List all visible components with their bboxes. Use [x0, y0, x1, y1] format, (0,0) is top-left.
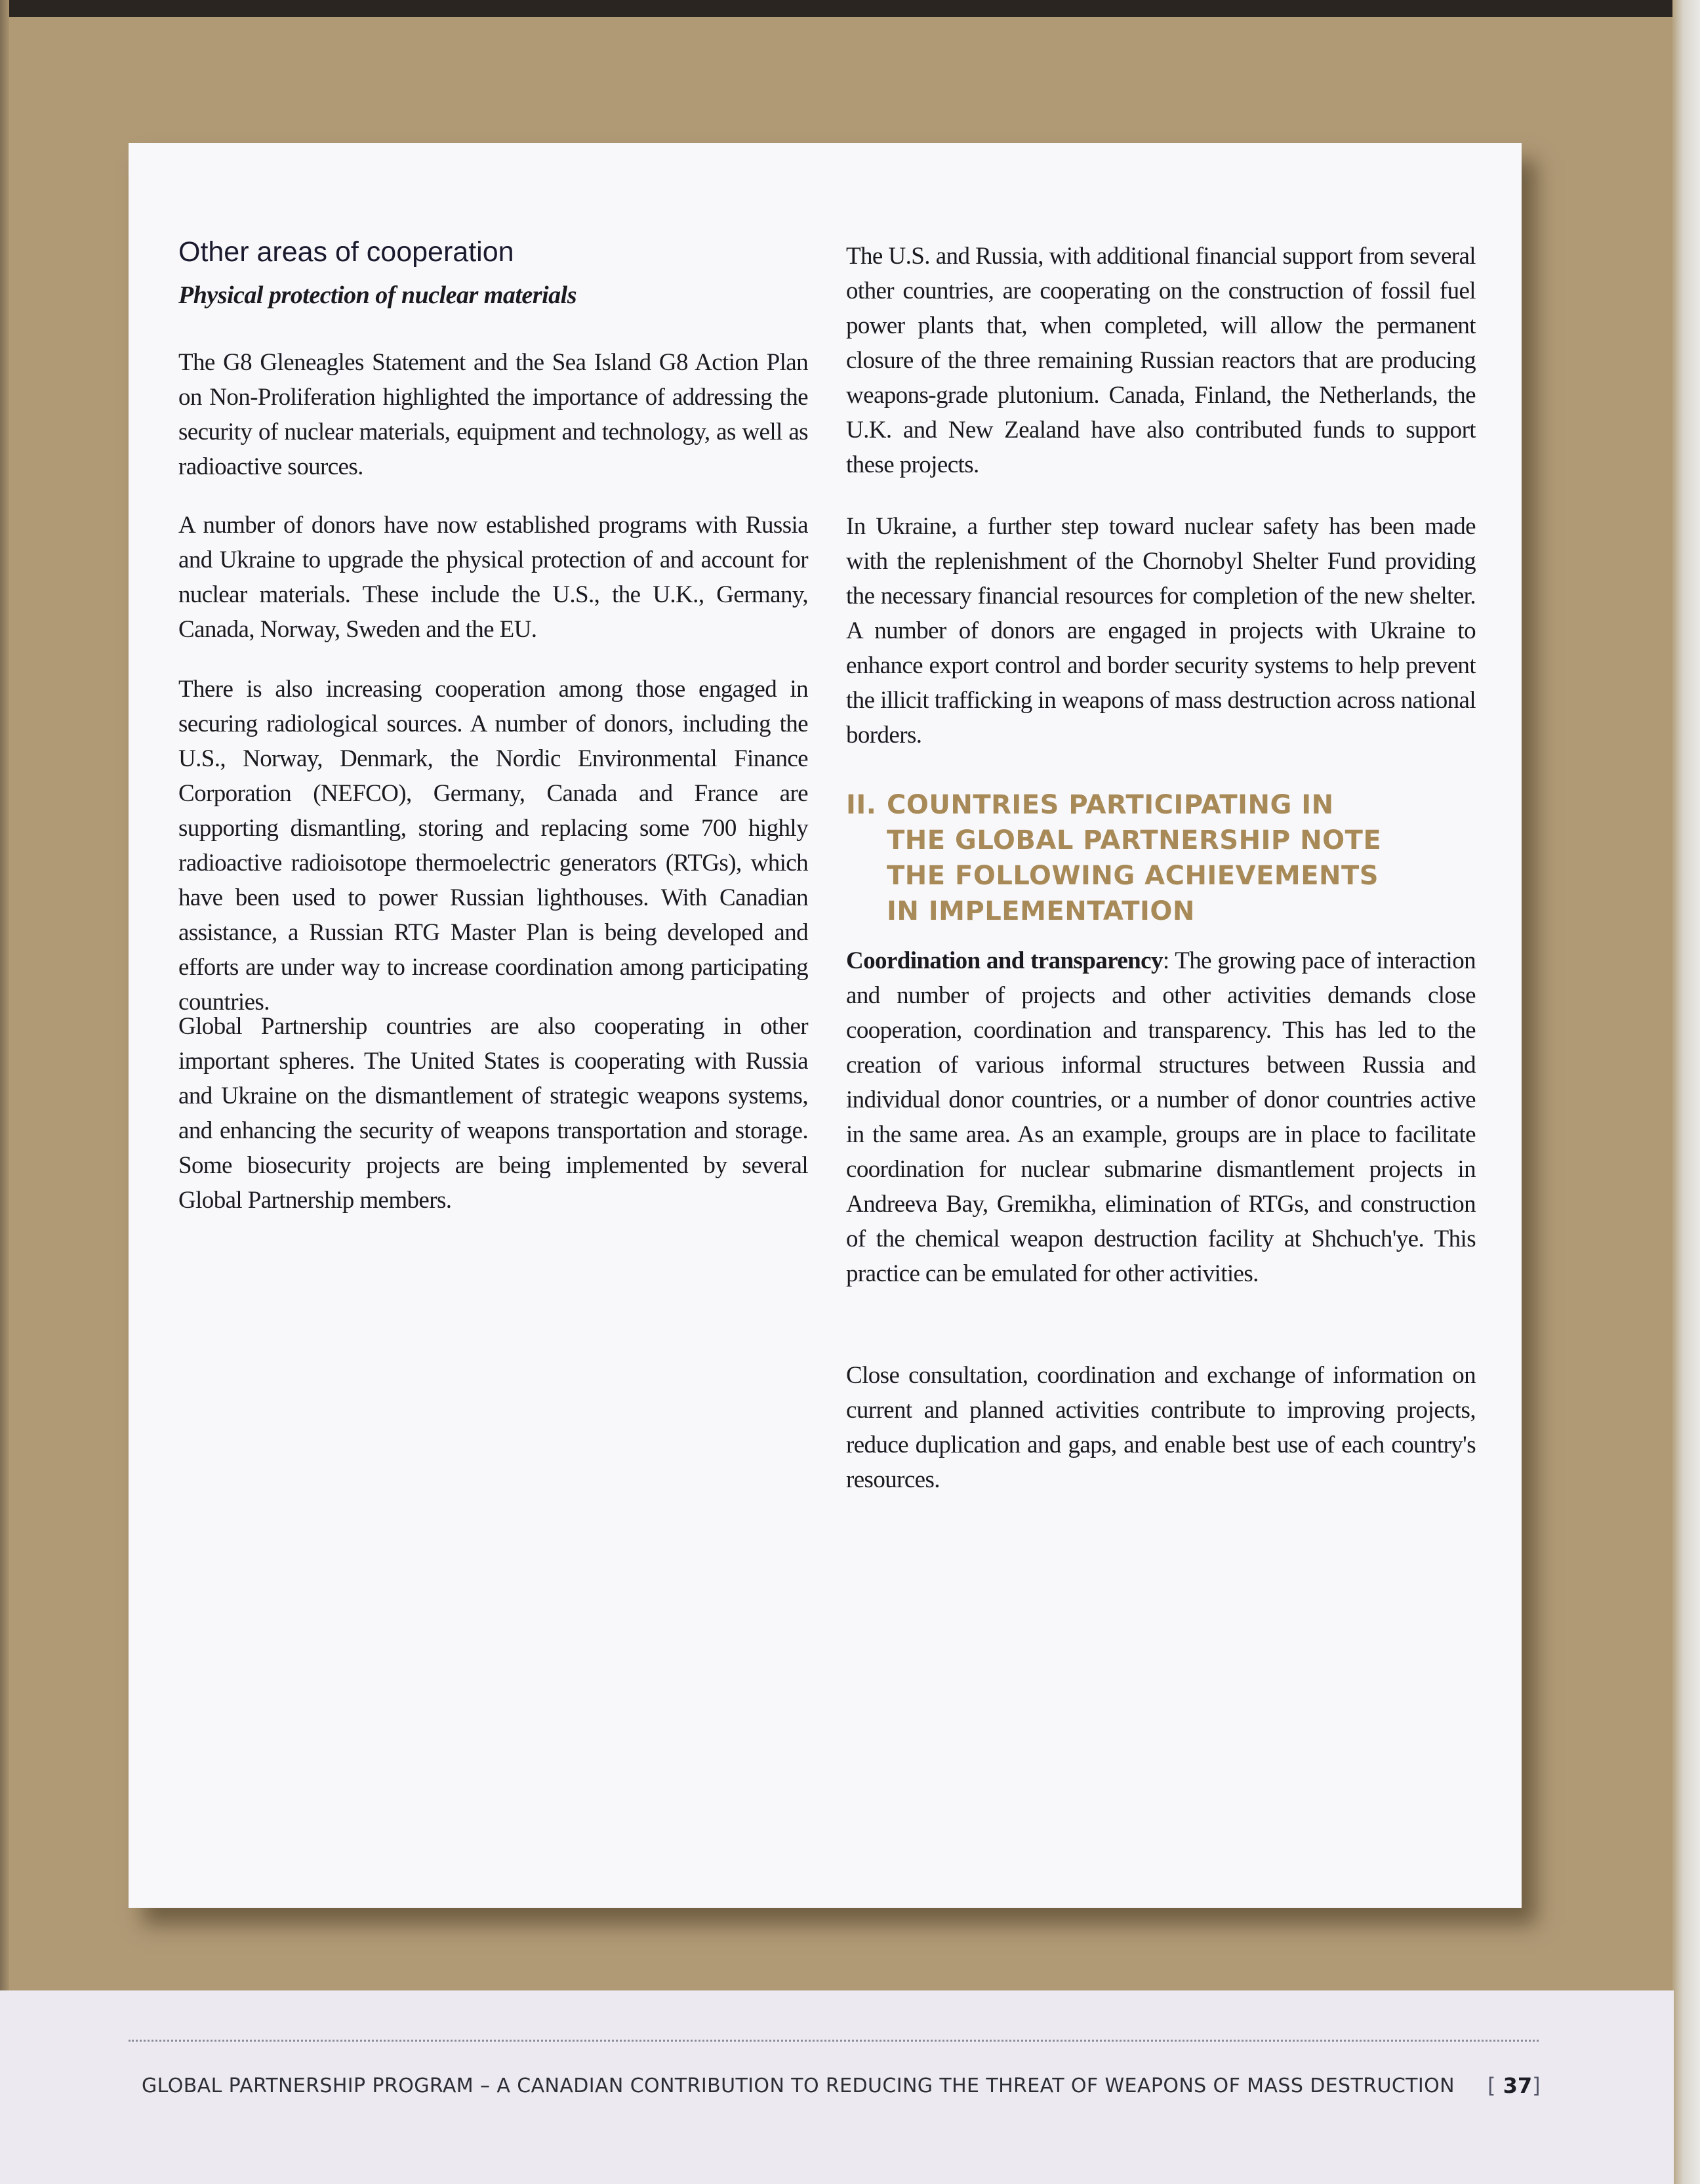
- page-right-edge: [1672, 0, 1700, 2184]
- section-ii-heading: [846, 787, 1476, 929]
- footer-divider: [129, 2040, 1539, 2042]
- coordination-lead: Coordination and transparency: [846, 947, 1163, 974]
- left-paragraph-3: There is also increasing cooperation among those engaged in securing radiological sources. A number of donors, including the U.S., Norway, Denmark, the Nordic Environmental Finance Corporation (NEFCO), Germany, Canada and France are supporting dismantling, storing and replacing some 700 highly radioactive radioisotope thermoelectric generators (RTGs), which have been used to power Russian lighthouses. With Canadian assistance, a Russian RTG Master Plan is being developed and efforts are under way to increase coordination among participating countries.: [178, 676, 808, 1016]
- left-paragraph-2: A number of donors have now established programs with Russia and Ukraine to upgrade the physical protection of and account for nuclear materials. These include the U.S., the U.K., Germany, Canada, Norway, Sweden and the EU.: [178, 512, 808, 643]
- coordination-paragraph: [846, 943, 1476, 1291]
- section-number: II.: [846, 790, 877, 820]
- content-panel: [129, 143, 1522, 1908]
- section-ii-line-4: IN IMPLEMENTATION: [887, 896, 1195, 926]
- coordination-text: : The growing pace of interaction and number of projects and other activities demands close cooperation, coordination and transparency. This has led to the creation of various informal structures between Russia and individual donor countries, or a number of donor countries active in the same area. As an example, groups are in place to facilitate coordination for nuclear submarine dismantlement projects in Andreeva Bay, Gremikha, elimination of RTGs, and construction of the chemical weapon destruction facility at Shchuch'ye. This practice can be emulated for other activities.: [846, 947, 1476, 1287]
- left-paragraph-1: The G8 Gleneagles Statement and the Sea Island G8 Action Plan on Non-Proliferation highlighted the importance of addressing the security of nuclear materials, equipment and technology, as well as radioactive sources.: [178, 349, 808, 480]
- section-ii-line-1: II. COUNTRIES PARTICIPATING IN: [846, 787, 1476, 823]
- scan-top-edge: [0, 0, 1700, 17]
- section-ii-line-3: THE FOLLOWING ACHIEVEMENTS: [887, 861, 1379, 891]
- section-heading: Other areas of cooperation: [178, 236, 514, 268]
- section-ii-line-2: THE GLOBAL PARTNERSHIP NOTE: [887, 825, 1382, 855]
- subheading: Physical protection of nuclear materials: [178, 281, 577, 309]
- closing-paragraph: Close consultation, coordination and exchange of information on current and planned activities contribute to improving projects, reduce duplication and gaps, and enable best use of each country's resources.: [846, 1362, 1476, 1493]
- right-paragraph-2: In Ukraine, a further step toward nuclear safety has been made with the replenishment of the Chornobyl Shelter Fund providing the necessary financial resources for completion of the new shelter. A number of donors are engaged in projects with Ukraine to enhance export control and border security systems to help prevent the illicit trafficking in weapons of mass destruction across national borders.: [846, 513, 1476, 749]
- page-number: [ 37]: [1488, 2073, 1541, 2098]
- left-paragraph-4: Global Partnership countries are also cooperating in other important spheres. The United States is cooperating with Russia and Ukraine on the dismantlement of strategic weapons systems, and enhancing the security of weapons transportation and storage. Some biosecurity projects are being implemented by several Global Partnership members.: [178, 1013, 808, 1214]
- right-paragraph-1: The U.S. and Russia, with additional financial support from several other countries, are cooperating on the construction of fossil fuel power plants that, when completed, will allow the permanent closure of the three remaining Russian reactors that are producing weapons-grade plutonium. Canada, Finland, the Netherlands, the U.K. and New Zealand have also contributed funds to support these projects.: [846, 243, 1476, 478]
- page-binding: [0, 0, 9, 1994]
- footer-title: GLOBAL PARTNERSHIP PROGRAM – A CANADIAN CONTRIBUTION TO REDUCING THE THREAT OF WEAPONS OF MASS DESTRUCTION: [142, 2074, 1455, 2097]
